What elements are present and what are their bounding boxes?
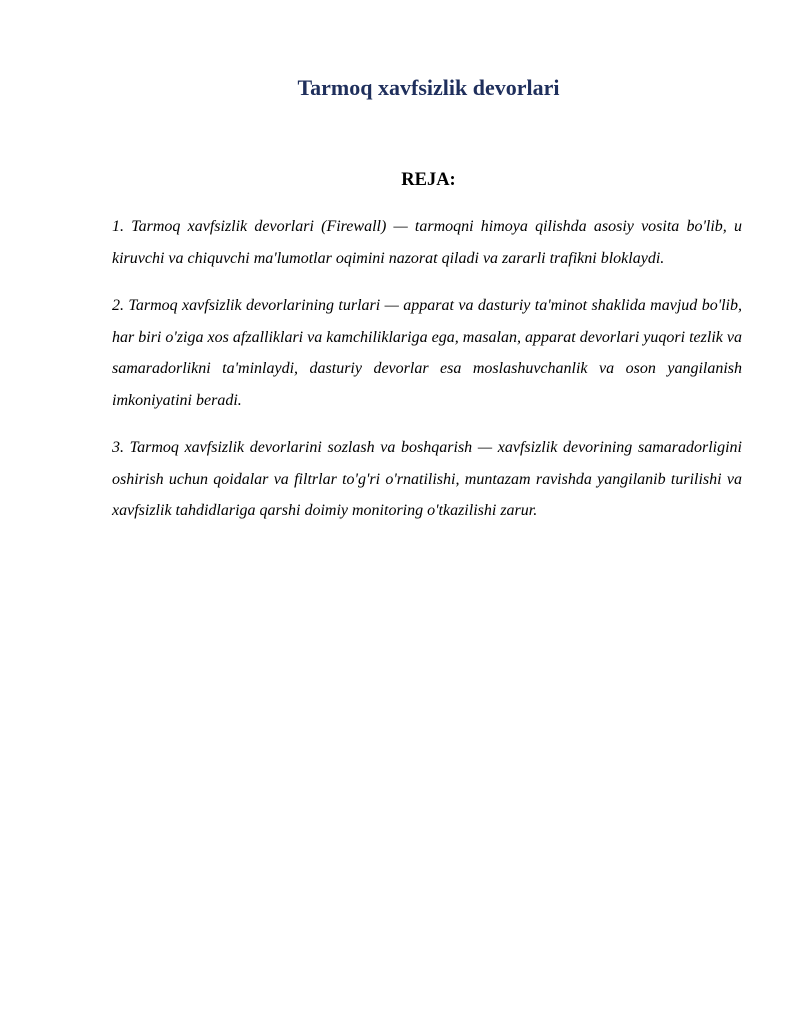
plan-item-3: 3. Tarmoq xavfsizlik devorlarini sozlash va boshqarish — xavfsizlik devorining samaradorligini oshirish uchun qoidalar va filtrlar to'g'ri o'rnatilishi, muntazam ravishda yangilanib turilishi va xavfsizlik tahdidlariga qarshi doimiy monitoring o'tkazilishi zarur. bbox=[112, 439, 742, 519]
plan-list bbox=[112, 211, 742, 543]
plan-heading: REJA: bbox=[401, 170, 456, 190]
plan-item-2: 2. Tarmoq xavfsizlik devorlarining turlari — apparat va dasturiy ta'minot shaklida mavjud bo'lib, har biri o'ziga xos afzalliklari va kamchiliklariga ega, masalan, apparat devorlari yuqori tezlik va samaradorlikni ta'minlaydi, dasturiy devorlar esa moslashuvchanlik va oson yangilanish imkoniyatini beradi. bbox=[112, 297, 742, 409]
document-title: Tarmoq xavfsizlik devorlari bbox=[297, 75, 560, 100]
plan-item-1: 1. Tarmoq xavfsizlik devorlari (Firewall) — tarmoqni himoya qilishda asosiy vosita bo'lib, u kiruvchi va chiquvchi ma'lumotlar oqimini nazorat qiladi va zararli trafikni bloklaydi. bbox=[112, 218, 742, 267]
